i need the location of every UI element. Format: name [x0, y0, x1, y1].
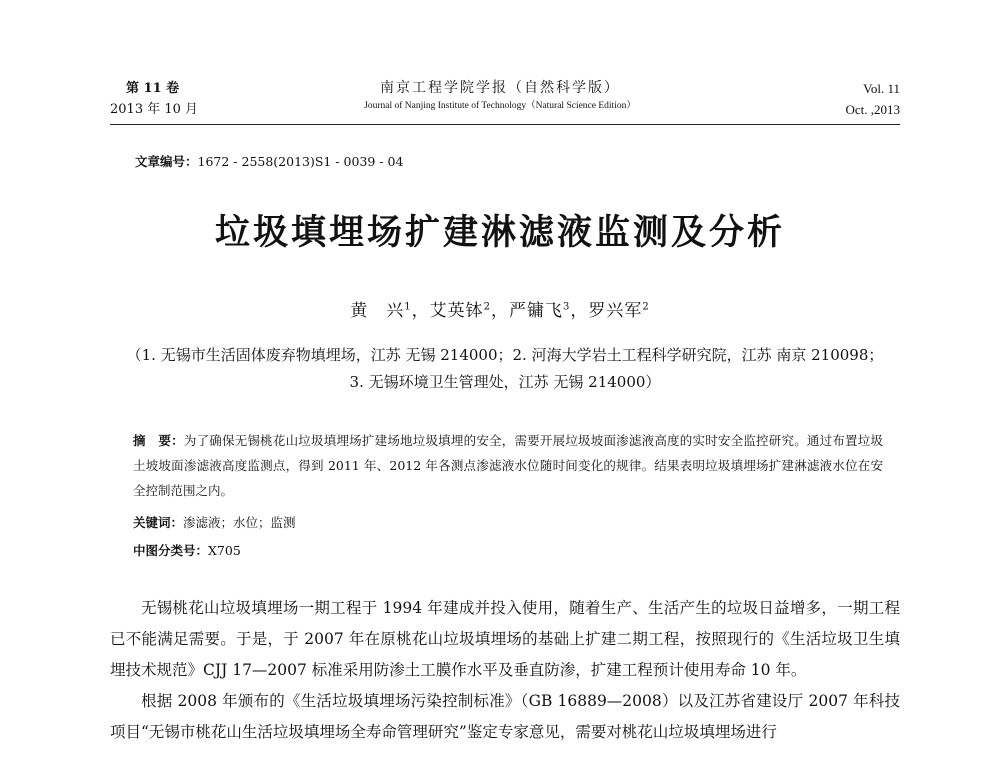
abstract [133, 428, 883, 503]
affiliation-line: （1. 无锡市生活固体废弃物填埋场，江苏 无锡 214000；2. 河海大学岩土工程科学研究院，江苏 南京 210098； [126, 346, 884, 364]
body-paragraph: 根据 2008 年颁布的《生活垃圾填埋场污染控制标准》（GB 16889—2008）以及江苏省建设厅 2007 年科技项目“无锡市桃花山生活垃圾填埋场全寿命管理研究”鉴定专家意见，需要对桃花山垃圾填埋场进行 [110, 692, 900, 741]
date-cn: 2013 年 10 月 [110, 102, 199, 117]
classification-number [133, 540, 241, 562]
author-affil-mark: 1 [404, 301, 412, 313]
keywords [133, 512, 296, 534]
volume-en: Vol. 11 [863, 81, 900, 96]
keywords-text: 渗滤液；水位；监测 [183, 515, 296, 530]
author-name: 罗兴军 [588, 301, 643, 321]
date-en: Oct. ,2013 [845, 102, 900, 117]
author-affil-mark: 2 [483, 301, 491, 313]
author-list [0, 296, 1000, 321]
abstract-text: 为了确保无锡桃花山垃圾填埋场扩建场地垃圾填埋的安全，需要开展垃圾坡面渗滤液高度的实时安全监控研究。通过布置垃圾土坡坡面渗滤液高度监测点，得到 2011 年、2012 年各测点渗滤液水位随时间变化的规律。结果表明垃圾填埋场扩建淋滤液水位在安全控制范围之内。 [133, 433, 883, 498]
author-affil-mark: 2 [642, 301, 650, 313]
paper-title: 垃圾填埋场扩建淋滤液监测及分析 [214, 213, 785, 253]
body-paragraph: 无锡桃花山垃圾填埋场一期工程于 1994 年建成并投入使用，随着生产、生活产生的垃圾日益增多，一期工程已不能满足需要。于是，于 2007 年在原桃花山垃圾填埋场的基础上扩建二期工程，按照现行的《生活垃圾卫生填埋技术规范》CJJ 17—2007 标准采用防渗土工膜作水平及垂直防渗，扩建工程预计使用寿命 10 年。 [110, 599, 900, 679]
author-separator: ， [570, 301, 589, 321]
author-separator: ， [491, 301, 509, 321]
keywords-label: 关键词： [133, 515, 184, 530]
journal-name [310, 78, 690, 114]
volume-cn: 第 11 卷 [126, 81, 180, 96]
journal-name-en: Journal of Nanjing Institute of Technology（Natural Science Edition） [364, 101, 636, 111]
abstract-label: 摘 要： [133, 433, 184, 448]
running-header [110, 78, 900, 122]
article-number-value: 1672 - 2558(2013)S1 - 0039 - 04 [197, 154, 404, 169]
article-number [135, 152, 403, 170]
classification-value: X705 [208, 543, 241, 558]
header-left [110, 78, 198, 120]
author-separator: ， [411, 301, 430, 321]
affiliations [110, 342, 900, 396]
author-name: 艾英钵 [429, 301, 484, 321]
author-name: 黄 兴 [350, 301, 405, 321]
header-right [845, 78, 900, 120]
author-name: 严镛飞 [509, 301, 563, 321]
header-rule [110, 124, 900, 125]
article-number-label: 文章编号： [135, 154, 198, 169]
body-text [110, 593, 900, 748]
author-affil-mark: 3 [563, 301, 571, 313]
journal-name-cn: 南京工程学院学报（自然科学版） [380, 80, 620, 96]
classification-label: 中图分类号： [133, 543, 209, 558]
affiliation-line: 3. 无锡环境卫生管理处，江苏 无锡 214000） [349, 373, 661, 391]
